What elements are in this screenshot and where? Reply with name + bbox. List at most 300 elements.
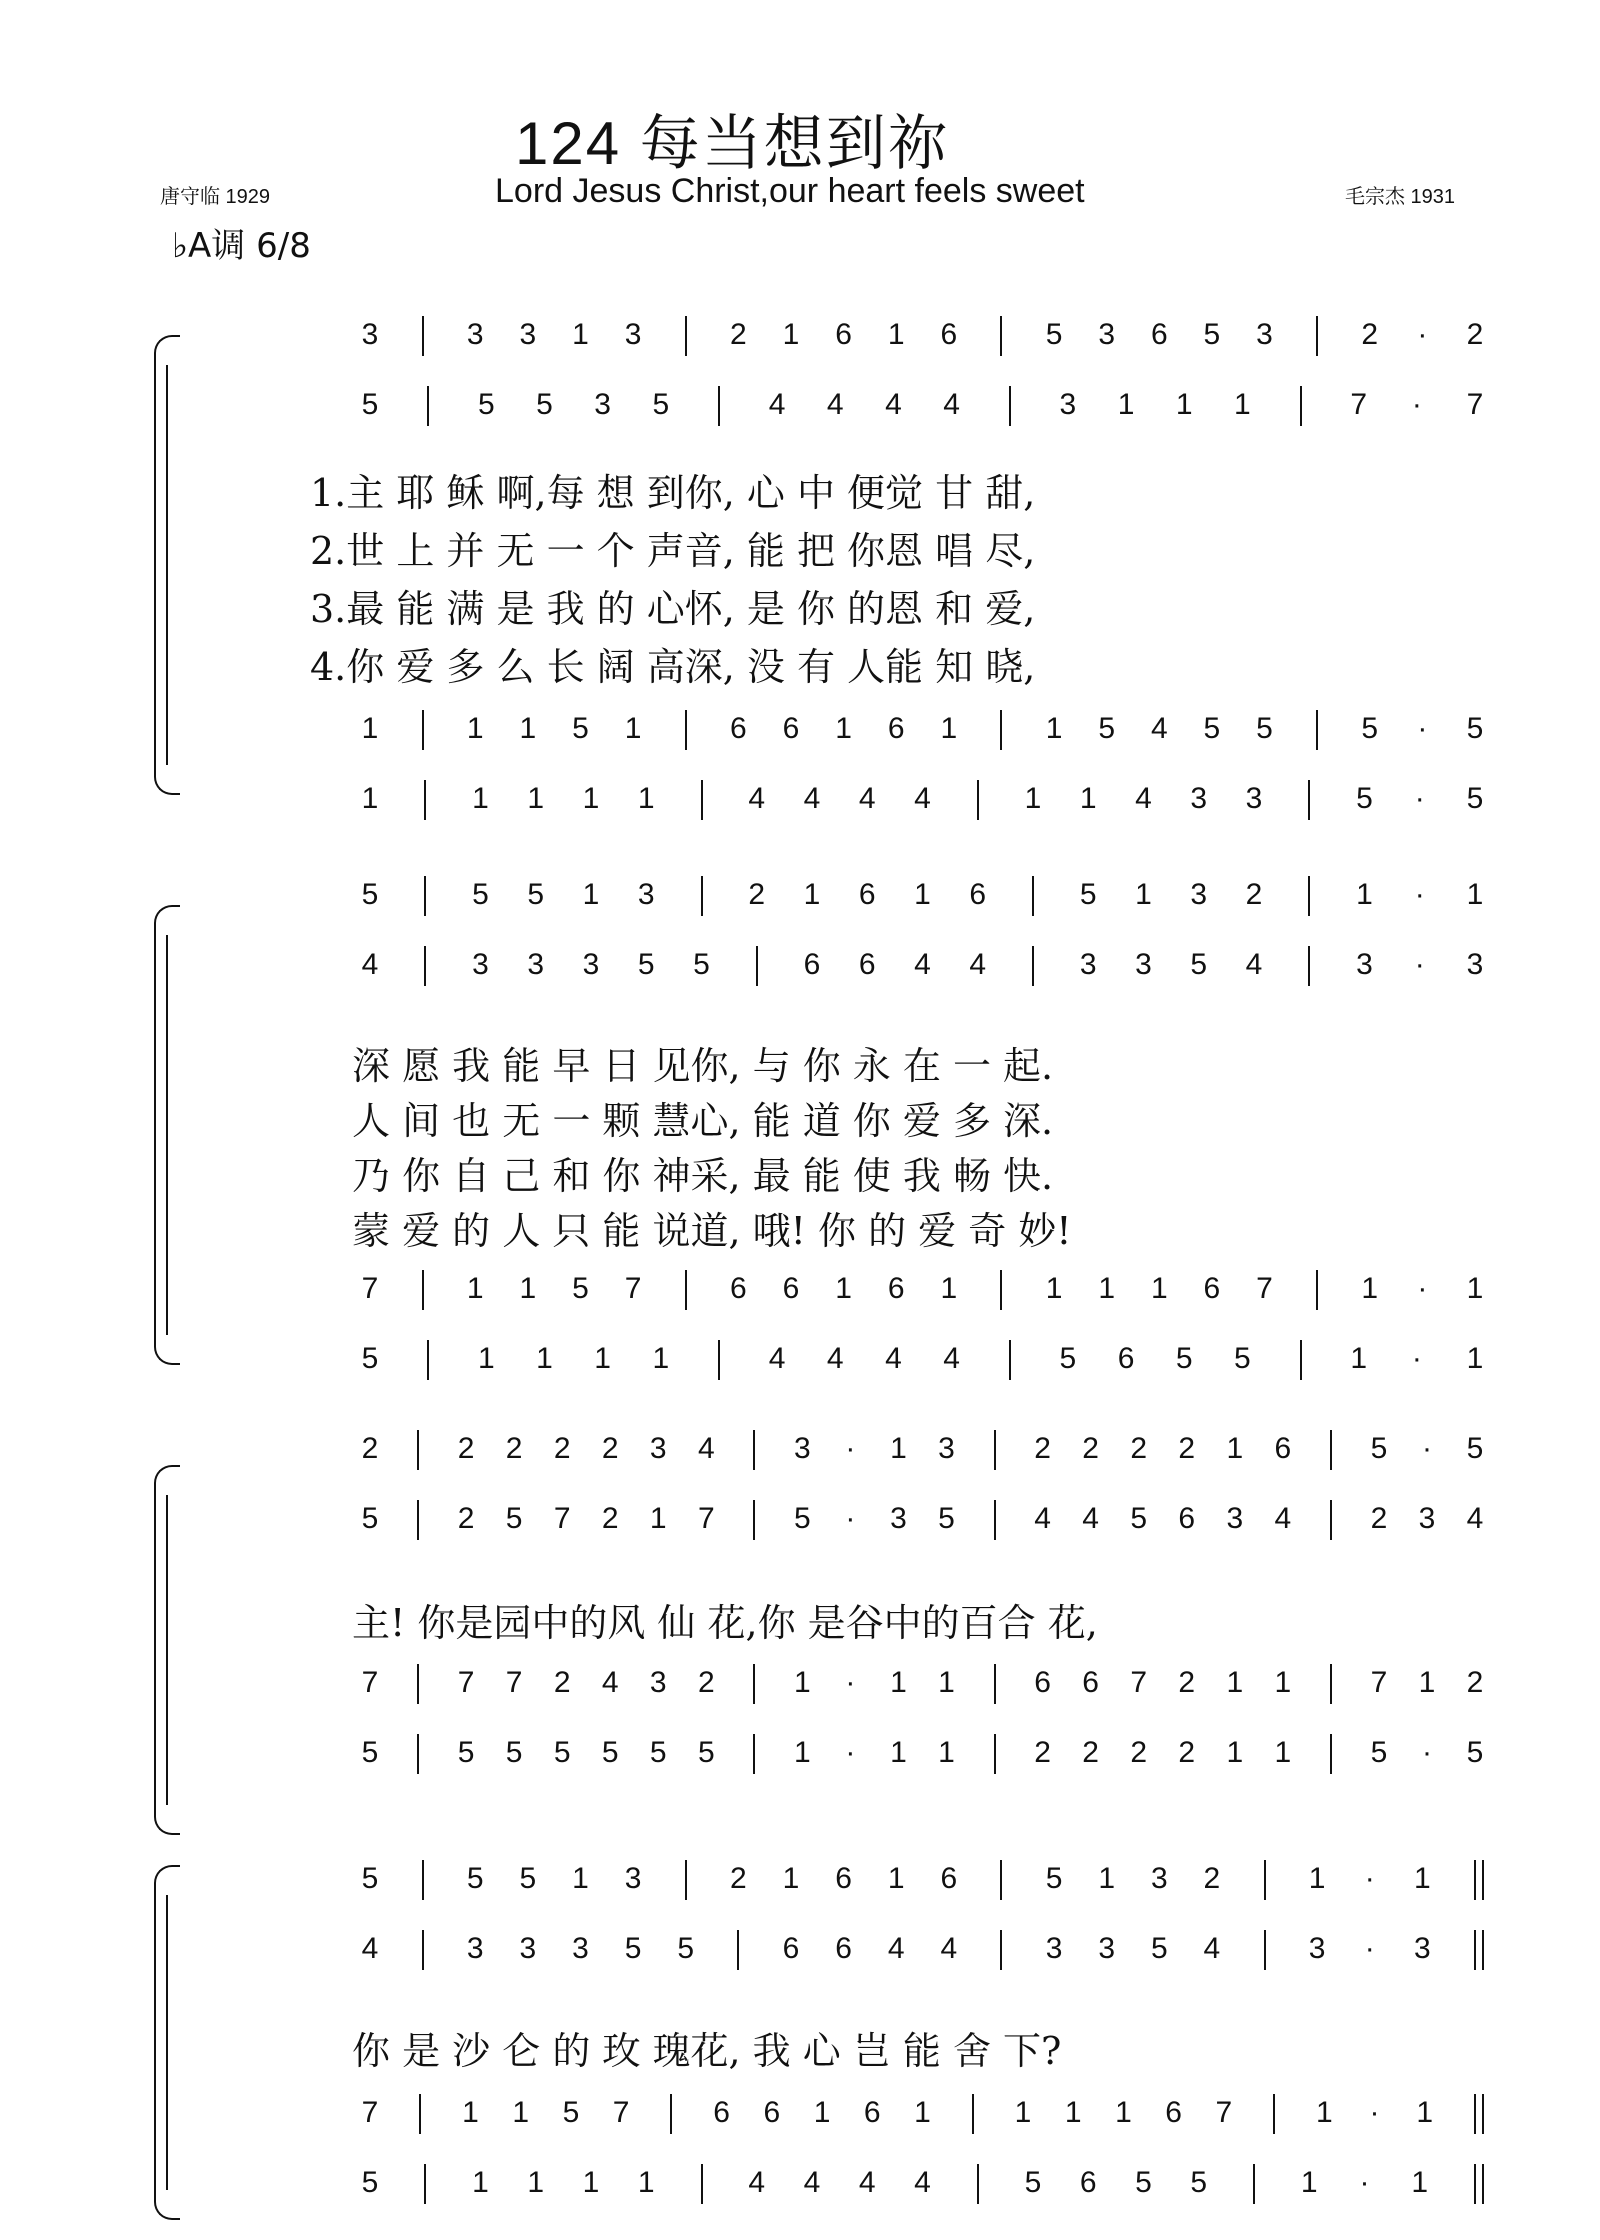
jianpu-note: 4	[885, 1342, 902, 1375]
jianpu-note: 1	[890, 1432, 907, 1465]
barline	[1253, 2164, 1255, 2204]
jianpu-note: 1	[572, 1862, 589, 1895]
jianpu-note: 5	[1466, 782, 1484, 815]
jianpu-note: 3	[519, 1932, 537, 1965]
jianpu-note: 4	[1245, 948, 1263, 981]
jianpu-note: 1	[1115, 2096, 1132, 2129]
jianpu-note: 1	[472, 2166, 489, 2199]
jianpu-note: 5	[1079, 878, 1097, 911]
jianpu-note: 3	[624, 1862, 642, 1895]
barline	[718, 1340, 720, 1380]
jianpu-note: 5	[1466, 1432, 1484, 1465]
jianpu-note: 1	[1064, 2096, 1082, 2129]
jianpu-note: 1	[1300, 2166, 1318, 2199]
jianpu-note: 4	[914, 782, 931, 815]
jianpu-note: 1	[582, 782, 600, 815]
jianpu-note: 3	[572, 1932, 589, 1965]
jianpu-note: 1	[1045, 712, 1063, 745]
jianpu-note: 5	[624, 1932, 642, 1965]
barline	[701, 876, 703, 916]
jianpu-note: 5	[1098, 712, 1115, 745]
barline	[422, 1930, 424, 1970]
jianpu-note: ·	[845, 1502, 856, 1535]
jianpu-note: 3	[1045, 1932, 1063, 1965]
jianpu-note: 4	[969, 948, 987, 981]
jianpu-note: 5	[601, 1736, 619, 1769]
barline	[1009, 386, 1011, 426]
barline	[1032, 876, 1034, 916]
jianpu-note: 4	[748, 782, 766, 815]
english-subtitle: Lord Jesus Christ,our heart feels sweet	[495, 172, 1085, 210]
jianpu-note: 5	[1256, 712, 1273, 745]
jianpu-note: 2	[553, 1666, 571, 1699]
barline	[1474, 2164, 1476, 2204]
jianpu-note: 1	[1466, 878, 1484, 911]
jianpu-note: 1	[782, 1862, 800, 1895]
jianpu-note: 1	[940, 1272, 958, 1305]
barline	[685, 1270, 687, 1310]
jianpu-note: 4	[943, 1342, 960, 1375]
barline	[424, 946, 426, 986]
barline	[994, 1500, 996, 1540]
barline	[1316, 316, 1318, 356]
jianpu-note: 2	[1130, 1736, 1148, 1769]
system-brace	[150, 335, 178, 795]
barline	[422, 1860, 424, 1900]
jianpu-note: 2	[505, 1432, 523, 1465]
jianpu-note: 2	[601, 1432, 619, 1465]
jianpu-note: 6	[858, 878, 876, 911]
jianpu-note: 3	[890, 1502, 907, 1535]
jianpu-note: 7	[1466, 388, 1484, 421]
jianpu-note: 1	[938, 1736, 955, 1769]
jianpu-note: 4	[1082, 1502, 1099, 1535]
jianpu-note: 5	[1203, 712, 1221, 745]
jianpu-note: 4	[768, 388, 786, 421]
jianpu-note: ·	[845, 1666, 856, 1699]
jianpu-note: 4	[1274, 1502, 1292, 1535]
jianpu-note: 1	[1098, 1272, 1115, 1305]
barline	[1482, 1930, 1484, 1970]
jianpu-note: 1	[803, 878, 821, 911]
jianpu-note: 4	[697, 1432, 715, 1465]
jianpu-note: 3	[624, 318, 642, 351]
barline	[685, 1860, 687, 1900]
jianpu-note: 1	[1274, 1666, 1292, 1699]
lyric-line: 你 是 沙 仑 的 玫 瑰花, 我 心 岂 能 舍 下?	[352, 2029, 1062, 2073]
jianpu-note: 6	[940, 318, 958, 351]
jianpu-note: 6	[1079, 2166, 1097, 2199]
jianpu-note: 5	[1361, 712, 1379, 745]
jianpu-note: 5	[677, 1932, 695, 1965]
jianpu-note: 5	[697, 1736, 715, 1769]
jianpu-note: 6	[763, 2096, 781, 2129]
jianpu-note: 5	[505, 1736, 523, 1769]
jianpu-note: 1	[527, 2166, 545, 2199]
barline	[422, 316, 424, 356]
jianpu-note: 5	[527, 878, 545, 911]
jianpu-note: 7	[1130, 1666, 1148, 1699]
barline	[756, 946, 758, 986]
jianpu-note: 5	[562, 2096, 580, 2129]
jianpu-note: ·	[1411, 1342, 1422, 1375]
jianpu-note: 4	[803, 782, 821, 815]
jianpu-note: 7	[1370, 1666, 1388, 1699]
jianpu-note: 6	[835, 1932, 852, 1965]
jianpu-note: 5	[457, 1736, 475, 1769]
jianpu-note: 3	[519, 318, 537, 351]
jianpu-note: 1	[1150, 1272, 1168, 1305]
jianpu-note: 5	[649, 1736, 667, 1769]
jianpu-note: 1	[1234, 388, 1251, 421]
jianpu-note: 1	[582, 2166, 600, 2199]
jianpu-note: 6	[1203, 1272, 1221, 1305]
jianpu-note: 1	[477, 1342, 495, 1375]
jianpu-note: 4	[826, 388, 844, 421]
jianpu-note: 6	[803, 948, 821, 981]
jianpu-note: 5	[1045, 1862, 1063, 1895]
jianpu-note: 2	[729, 1862, 747, 1895]
jianpu-note: 3	[1190, 878, 1208, 911]
barline	[1300, 1340, 1302, 1380]
barline	[1000, 316, 1002, 356]
barline	[1308, 780, 1310, 820]
system-brace	[150, 905, 178, 1365]
jianpu-note: 3	[527, 948, 545, 981]
jianpu-note: 5	[519, 1862, 537, 1895]
jianpu-note: 5	[1150, 1932, 1168, 1965]
jianpu-note: 2	[553, 1432, 571, 1465]
barline	[1264, 1930, 1266, 1970]
barline	[1474, 2094, 1476, 2134]
jianpu-note: 1	[794, 1736, 811, 1769]
jianpu-note: 5	[1045, 318, 1063, 351]
barline	[994, 1664, 996, 1704]
key-signature: ♭A调 6/8	[172, 226, 311, 266]
jianpu-note: ·	[1369, 2096, 1380, 2129]
jianpu-note: 1	[1414, 1862, 1431, 1895]
jianpu-note: 2	[1034, 1736, 1051, 1769]
jianpu-note: 5	[1175, 1342, 1193, 1375]
jianpu-note: 3	[1414, 1932, 1431, 1965]
jianpu-note: ·	[1417, 712, 1428, 745]
barline	[1316, 710, 1318, 750]
lyric-line: 人 间 也 无 一 颗 慧心, 能 道 你 爱 多 深.	[352, 1099, 1054, 1143]
barline	[753, 1430, 755, 1470]
barline	[1273, 2094, 1275, 2134]
jianpu-note: 1	[1466, 1272, 1484, 1305]
jianpu-note: 3	[938, 1432, 955, 1465]
jianpu-note: 1	[1014, 2096, 1032, 2129]
jianpu-note: 6	[887, 1272, 905, 1305]
jianpu-note: 1	[1226, 1736, 1244, 1769]
jianpu-note: 1	[652, 1342, 670, 1375]
jianpu-note: 4	[601, 1666, 619, 1699]
jianpu-note: ·	[1417, 1272, 1428, 1305]
jianpu-note: 4	[1150, 712, 1168, 745]
jianpu-note: 5	[505, 1502, 523, 1535]
jianpu-note: 6	[1034, 1666, 1051, 1699]
barline	[1000, 1270, 1002, 1310]
jianpu-note: 2	[1361, 318, 1379, 351]
jianpu-note: 1	[1135, 878, 1152, 911]
jianpu-note: 3	[594, 388, 611, 421]
jianpu-note: 5	[361, 878, 379, 911]
jianpu-note: 7	[612, 2096, 630, 2129]
jianpu-note: 4	[748, 2166, 766, 2199]
jianpu-note: 5	[466, 1862, 484, 1895]
jianpu-note: 5	[1024, 2166, 1042, 2199]
jianpu-note: 2	[601, 1502, 619, 1535]
jianpu-note: 5	[477, 388, 495, 421]
jianpu-note: 7	[361, 1272, 379, 1305]
jianpu-note: 1	[835, 712, 852, 745]
jianpu-note: 1	[1226, 1432, 1244, 1465]
barline	[1308, 946, 1310, 986]
barline	[417, 1664, 419, 1704]
barline	[424, 780, 426, 820]
lyric-line: 深 愿 我 能 早 日 见你, 与 你 永 在 一 起.	[352, 1044, 1054, 1088]
jianpu-note: 7	[1256, 1272, 1273, 1305]
jianpu-note: 2	[697, 1666, 715, 1699]
jianpu-note: 5	[572, 712, 589, 745]
jianpu-note: 6	[835, 318, 852, 351]
barline	[424, 876, 426, 916]
jianpu-note: 3	[649, 1666, 667, 1699]
jianpu-note: 2	[1082, 1432, 1099, 1465]
jianpu-note: 4	[887, 1932, 905, 1965]
barline	[1000, 1860, 1002, 1900]
jianpu-note: 6	[835, 1862, 852, 1895]
jianpu-note: 6	[729, 712, 747, 745]
jianpu-note: 5	[536, 388, 553, 421]
jianpu-note: 5	[572, 1272, 589, 1305]
jianpu-note: 1	[835, 1272, 852, 1305]
barline	[1474, 1860, 1476, 1900]
jianpu-note: 3	[1226, 1502, 1244, 1535]
jianpu-note: 3	[1059, 388, 1077, 421]
barline	[1264, 1860, 1266, 1900]
barline	[1000, 710, 1002, 750]
barline	[1308, 876, 1310, 916]
jianpu-note: 3	[1308, 1932, 1326, 1965]
jianpu-note: 7	[624, 1272, 642, 1305]
jianpu-note: ·	[1414, 878, 1425, 911]
jianpu-note: 6	[713, 2096, 730, 2129]
barline	[753, 1734, 755, 1774]
jianpu-note: 1	[582, 878, 600, 911]
jianpu-note: 2	[1178, 1736, 1196, 1769]
jianpu-note: 5	[1135, 2166, 1152, 2199]
jianpu-note: 3	[649, 1432, 667, 1465]
jianpu-note: 4	[858, 782, 876, 815]
jianpu-note: 7	[1350, 388, 1368, 421]
jianpu-note: 3	[361, 318, 379, 351]
jianpu-note: 7	[361, 2096, 379, 2129]
jianpu-note: 4	[1466, 1502, 1484, 1535]
barline	[1316, 1270, 1318, 1310]
jianpu-note: 1	[1098, 1862, 1115, 1895]
lyric-line: 蒙 爱 的 人 只 能 说道, 哦! 你 的 爱 奇 妙!	[352, 1209, 1072, 1253]
jianpu-note: 1	[887, 318, 905, 351]
jianpu-note: 5	[361, 1736, 379, 1769]
jianpu-note: 4	[1203, 1932, 1221, 1965]
barline	[422, 710, 424, 750]
jianpu-note: 3	[582, 948, 600, 981]
jianpu-note: 6	[1150, 318, 1168, 351]
jianpu-note: 2	[1178, 1432, 1196, 1465]
jianpu-note: 1	[938, 1666, 955, 1699]
jianpu-note: 4	[858, 2166, 876, 2199]
jianpu-note: 1	[940, 712, 958, 745]
jianpu-note: 6	[782, 1272, 800, 1305]
jianpu-note: 1	[887, 1862, 905, 1895]
barline	[1330, 1664, 1332, 1704]
jianpu-note: 3	[1356, 948, 1373, 981]
jianpu-note: 6	[1165, 2096, 1182, 2129]
jianpu-note: 1	[536, 1342, 553, 1375]
barline	[977, 780, 979, 820]
jianpu-note: 5	[1466, 712, 1484, 745]
jianpu-note: 6	[1274, 1432, 1292, 1465]
barline	[972, 2094, 974, 2134]
jianpu-note: 1	[1226, 1666, 1244, 1699]
jianpu-note: 5	[1190, 948, 1208, 981]
jianpu-note: 1	[466, 1272, 484, 1305]
jianpu-note: 4	[940, 1932, 958, 1965]
jianpu-note: 4	[1034, 1502, 1051, 1535]
jianpu-note: 5	[361, 1342, 379, 1375]
jianpu-note: 1	[512, 2096, 530, 2129]
jianpu-note: ·	[845, 1432, 856, 1465]
jianpu-note: ·	[1414, 782, 1425, 815]
jianpu-note: 1	[1361, 1272, 1379, 1305]
barline	[718, 386, 720, 426]
jianpu-note: 1	[472, 782, 489, 815]
jianpu-note: 1	[1045, 1272, 1063, 1305]
jianpu-note: 1	[1079, 782, 1097, 815]
barline	[994, 1734, 996, 1774]
jianpu-note: 6	[1117, 1342, 1135, 1375]
lyric-line: 2.世 上 并 无 一 个 声音, 能 把 你恩 唱 尽,	[310, 529, 1036, 573]
jianpu-note: 4	[1135, 782, 1152, 815]
jianpu-note: 2	[748, 878, 766, 911]
jianpu-note: 5	[1234, 1342, 1251, 1375]
jianpu-note: 7	[457, 1666, 475, 1699]
jianpu-note: 5	[361, 2166, 379, 2199]
barline	[427, 386, 429, 426]
jianpu-note: 1	[1315, 2096, 1333, 2129]
jianpu-note: 7	[505, 1666, 523, 1699]
jianpu-note: 1	[794, 1666, 811, 1699]
jianpu-note: 4	[361, 948, 379, 981]
jianpu-note: 1	[361, 712, 379, 745]
barline	[670, 2094, 672, 2134]
jianpu-note: 1	[890, 1736, 907, 1769]
jianpu-note: 1	[1416, 2096, 1434, 2129]
jianpu-note: 4	[885, 388, 902, 421]
jianpu-note: ·	[1417, 318, 1428, 351]
jianpu-note: 1	[519, 712, 537, 745]
jianpu-note: ·	[845, 1736, 856, 1769]
jianpu-note: 5	[1466, 1736, 1484, 1769]
jianpu-note: 1	[813, 2096, 831, 2129]
jianpu-note: 2	[1370, 1502, 1388, 1535]
jianpu-note: 3	[1079, 948, 1097, 981]
jianpu-note: 1	[572, 318, 589, 351]
jianpu-note: 4	[914, 2166, 931, 2199]
barline	[1009, 1340, 1011, 1380]
jianpu-note: 4	[826, 1342, 844, 1375]
jianpu-note: 6	[863, 2096, 881, 2129]
jianpu-note: ·	[1364, 1862, 1375, 1895]
jianpu-note: 1	[1418, 1666, 1436, 1699]
barline	[1482, 2094, 1484, 2134]
jianpu-note: 3	[1135, 948, 1152, 981]
composer-credit: 毛宗杰 1931	[1345, 186, 1456, 208]
jianpu-note: 3	[1256, 318, 1273, 351]
jianpu-note: 6	[729, 1272, 747, 1305]
barline	[1032, 946, 1034, 986]
barline	[753, 1664, 755, 1704]
jianpu-note: 3	[1466, 948, 1484, 981]
jianpu-note: 1	[1117, 388, 1135, 421]
barline	[427, 1340, 429, 1380]
barline	[994, 1430, 996, 1470]
barline	[737, 1930, 739, 1970]
jianpu-note: 3	[1418, 1502, 1436, 1535]
jianpu-note: 5	[1203, 318, 1221, 351]
jianpu-note: 5	[637, 948, 655, 981]
jianpu-note: 3	[1190, 782, 1208, 815]
system-brace	[150, 1465, 178, 1835]
jianpu-note: 5	[1370, 1736, 1388, 1769]
jianpu-note: 1	[890, 1666, 907, 1699]
jianpu-note: ·	[1411, 388, 1422, 421]
barline	[417, 1500, 419, 1540]
jianpu-note: 1	[914, 878, 931, 911]
jianpu-note: 3	[1098, 318, 1115, 351]
barline	[419, 2094, 421, 2134]
jianpu-note: 3	[1150, 1862, 1168, 1895]
jianpu-note: 5	[472, 878, 489, 911]
jianpu-note: 2	[1466, 1666, 1484, 1699]
jianpu-note: 5	[1130, 1502, 1148, 1535]
jianpu-note: 2	[457, 1502, 475, 1535]
jianpu-note: 4	[914, 948, 931, 981]
jianpu-note: 7	[553, 1502, 571, 1535]
jianpu-note: 3	[466, 318, 484, 351]
jianpu-note: 6	[782, 712, 800, 745]
jianpu-note: 5	[1370, 1432, 1388, 1465]
barline	[1330, 1500, 1332, 1540]
page-title: 124 每当想到祢	[515, 110, 950, 177]
jianpu-note: 1	[1356, 878, 1373, 911]
jianpu-note: 6	[1082, 1666, 1099, 1699]
jianpu-note: 1	[637, 2166, 655, 2199]
jianpu-note: 4	[803, 2166, 821, 2199]
barline	[1000, 1930, 1002, 1970]
jianpu-note: 1	[914, 2096, 931, 2129]
jianpu-note: 6	[940, 1862, 958, 1895]
jianpu-note: 5	[1356, 782, 1373, 815]
jianpu-note: 2	[1178, 1666, 1196, 1699]
jianpu-note: 1	[637, 782, 655, 815]
jianpu-note: 1	[1274, 1736, 1292, 1769]
jianpu-note: 5	[1190, 2166, 1208, 2199]
jianpu-note: 1	[519, 1272, 537, 1305]
barline	[1330, 1734, 1332, 1774]
